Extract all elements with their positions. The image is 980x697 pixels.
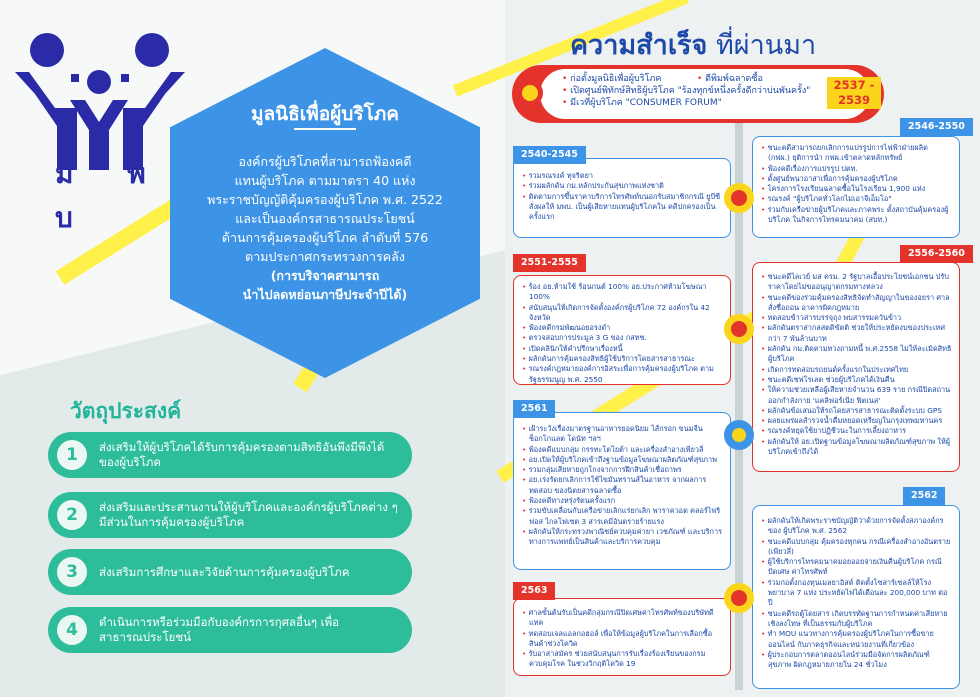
period-year-tag: 2546-2550 [900, 118, 973, 136]
period-item: • เฝ้าระวังเรื่องมาตรฐานอาหารยอดนิยม ไส้กรอก ขนมจีน ช็อกโกแลต โดนัท ฯลฯ [521, 424, 723, 445]
period-item: • ร่วมขับเคลื่อนกับเครือข่ายเลิกแร่ยกเลิก พาราควอต คลอร์ไพริฟอส ไกลโฟเซต 3 สารเคมีอันตรายร้ายแรง [521, 506, 723, 527]
timeline-dot-icon [724, 314, 754, 344]
period-item: • ผู้ใช้บริการโทรคมนาคมอยออยจ่ายเงินคืนผู้บริโภค กรณีปัดเศษ ค่าโทรศัพท์ [760, 557, 952, 578]
period-item: • รับอาสาสมัคร ช่วยสนับสนุนการรับเรื่องร้องเรียนของกรมควบคุมโรค ในช่วงวิกฤติโควิด 19 [521, 649, 723, 670]
objective-number: 1 [57, 440, 87, 470]
period-list [521, 171, 723, 222]
period-item: • ติดตามการขึ้นราคาบริการโทรศัพท์บนอกรับสมาชิกกรณี ยูบีซี สั่งผลให้ มพบ. เป็นผู้เสียหายแทนผู้บริโภคใน คดีปกครองเป็นครั้งแรก [521, 192, 723, 223]
objective-item [48, 492, 412, 538]
success-title-thin: ที่ผ่านมา [707, 30, 817, 61]
period-item: • ชนะคดีของร่วมคุ้มครองสิทธิจัดทำสัญญาในของอยรา ศาลสั่งชื่อถอน อาคารผิดกฎหมาย [760, 293, 952, 314]
period-item: • ชนะคดีสามารถยกเลิกการแปรรูปการไฟฟ้าฝ่ายผลิต (กฟผ.) ยุติการนำ กฟผ.เข้าตลาดหลักทรัพย์ [760, 143, 952, 164]
period-item: • ทำ MOU แนวทางการคุ้มครองผู้บริโภคในการซื้อขายออนไลน์ กับภาคธุรกิจและหน่วยงานที่เกี่ยวข้อง [760, 629, 952, 650]
period-year-tag: 2561 [513, 400, 555, 418]
objectives-title: วัตถุประสงค์ [70, 399, 182, 423]
period-item: • ชนะคดีรถตู้โดยสาร เกิดบรรทัดฐานการกำหนดค่าเสียหายเชิงลงโทษ ที่เป็นธรรมกับผู้บริโภค [760, 609, 952, 630]
founding-item: • มีเวทีผู้บริโภค "CONSUMER FORUM" [562, 97, 810, 109]
period-card [752, 136, 960, 238]
period-list [760, 516, 952, 670]
timeline-dot-icon [724, 183, 754, 213]
period-item: • ศาลขั้นต้นรับเป็นคดีกลุ่มกรณีปิดเศษค่าโทรศัพท์ของบริษัทดีแทค [521, 608, 723, 629]
period-item: • อย.เปิดให้ผู้บริโภคเข้าถึงฐานข้อมูลโฆษณาผลิตภัณฑ์สุขภาพ [521, 455, 723, 465]
donation-note: (การบริจาคสามารถ [270, 268, 380, 283]
period-card [752, 505, 960, 689]
period-item: • รวมกลุ่มเสียหายถูกโกงจากการฝึกสินค้าเชื่อถาพร [521, 465, 723, 475]
period-item: • ให้ความช่วยเหลือผู้เสียหายจำนวน 639 ราย กรณีปิดสถานออกกำลังกาย 'แคลิฟอร์เนีย ฟิตเนส' [760, 385, 952, 406]
foundation-info [176, 54, 474, 372]
period-card [513, 598, 731, 676]
period-item: • ชนะคดีไลเวย์ มส ครม. 2 รัฐบาลเอื้อประโยชน์เอกชน ปรับราคาโดยไม่ขออนุญาตกรมทางหลวง [760, 272, 952, 293]
period-card [513, 158, 731, 238]
objective-text: ดำเนินการหรือร่วมมือกับองค์กรการกุศลอื่นๆ เพื่อสาธารณประโยชน์ [99, 615, 340, 644]
foundation-title: มูลนิธิเพื่อผู้บริโภค [250, 103, 400, 125]
period-item: • ฟ้องคดีเรื่องการแปรรูป ปตท. [760, 164, 952, 174]
founding-list-right [697, 73, 763, 85]
period-year-tag: 2563 [513, 582, 555, 600]
period-year-tag: 2551-2555 [513, 254, 586, 272]
period-item: • ทดสอบเจลแอลกอฮอล์ เพื่อให้ข้อมูลผู้บริโภคในการเลือกซื้อ สินค้าช่วงโควิด [521, 629, 723, 650]
period-item: • ร่วมกับเครือข่ายผู้บริโภคและภาคพระ ตั้งสถาบันคุ้มครองผู้บริโภค ในกิจการโทรคมนาคม (สบท.) [760, 205, 952, 226]
period-item: • ผลักดันการคุ้มครองสิทธิผู้ใช้บริการโดยสารสาธารณะ [521, 354, 723, 364]
timeline-dot-icon [724, 420, 754, 450]
donation-note: นำไปลดหย่อนภาษีประจำปีได้) [242, 287, 408, 302]
period-year-tag: 2556-2560 [900, 245, 973, 263]
period-list [521, 608, 723, 670]
period-card [752, 262, 960, 472]
objective-text: ส่งเสริมการศึกษาและวิจัยด้านการคุ้มครองผู้บริโภค [99, 564, 350, 579]
period-year-tag: 2562 [903, 487, 945, 505]
period-card [513, 275, 731, 385]
period-list [760, 272, 952, 457]
description-line: องค์กรผู้บริโภคที่สามารถฟ้องคดี [238, 154, 412, 169]
objective-item [48, 432, 412, 478]
period-item: • ฟ้องคดีแบบกลุ่ม กรรทะโตโยต้า และเครื่องสำอางเพียวลี่ [521, 445, 723, 455]
period-item: • ฟ้องคดีกรมพัฒนอยอรงดำ [521, 323, 723, 333]
period-year-tag: 2540-2545 [513, 146, 586, 164]
objective-item [48, 549, 412, 595]
period-list [521, 282, 723, 385]
period-item: • ผู้ประกอบการตลาดออนไลน์ร่วมมือจัดการผลิตภัณฑ์สุขภาพ ผิดกฎหมายภายใน 24 ชั่วโมง [760, 650, 952, 671]
period-item: • ผลักดันให้เกิดพระราชบัญญัติว่าด้วยการจัดตั้งสภาองค์กรของ ผู้บริโภค พ.ศ. 2562 [760, 516, 952, 537]
period-item: • ผลักดัน กม.ติดตามทวงถามหนี้ พ.ศ.2558 ไม่ให้ละเมิดสิทธิผู้บริโภค [760, 344, 952, 365]
period-item: • เกิดการทดสอบรถยนต์ครั้งแรกในประเทศไทย [760, 365, 952, 375]
objective-text: ส่งเสริมให้ผู้บริโภคได้รับการคุ้มครองตามสิทธิอันพึงมีพึงได้ของผู้บริโภค [99, 440, 385, 469]
period-item: • โครงการโรงเรียนฉลาดซื้อในโรงเรียน 1,900 แห่ง [760, 184, 952, 194]
period-list [760, 143, 952, 225]
description-line: และเป็นองค์กรสาธารณประโยชน์ [235, 211, 415, 226]
objective-item [48, 607, 412, 653]
period-item: • ตรวจสอบการประมูล 3 G ของ กสทช. [521, 333, 723, 343]
period-item: • ร้อง อย.ห้ามใช้ ร้อนกนต์ 100% อย.ประกาศห้ามโฆษณา 100% [521, 282, 723, 303]
period-item: • ทดสอบข้าวสารบรรจุถุง พบสารรมควันข้าว [760, 313, 952, 323]
objective-number: 2 [57, 500, 87, 530]
description-line: พระราชบัญญัติคุ้มครองผู้บริโภค พ.ศ. 2522 [207, 192, 443, 207]
period-item: • ผลยแพร่ผลสำรวจน้ำดื่มหยอดเหรียญในกรุงเทพมหานคร [760, 416, 952, 426]
period-item: • ตั้งศูนย์พนาอาสาเพื่อการคุ้มครองผู้บริโภค [760, 174, 952, 184]
period-card [513, 412, 731, 570]
description-line: ตามประกาศกระทรวงการคลัง [245, 249, 405, 264]
description-line: ด้านการคุ้มครองผู้บริโภค ลำดับที่ 576 [221, 230, 429, 245]
timeline-dot-icon [517, 80, 543, 106]
period-item: • ผลักดันให้กระทรวงพาณิชย์ควบคุมค่ายา เวชภัณฑ์ และบริการ ทางการแพทย์เป็นสินค้าและบริการควบคุม [521, 527, 723, 548]
period-item: • ชนะคดีเชฟโรเลต ช่วยผู้บริโภคได้เงินคืน [760, 375, 952, 385]
founding-list [562, 73, 810, 109]
founding-year: 2537 - 2539 [827, 77, 881, 109]
description-line: แทนผู้บริโภค ตามมาตรา 40 แห่ง [234, 173, 416, 188]
objective-number: 3 [57, 557, 87, 587]
objective-number: 4 [57, 615, 87, 645]
period-list [521, 424, 723, 548]
period-item: • ร่วมก่อตั้งกองทุนเมลยาอิสต์ ติดตั้งโซล่าร์เซลล์ให้โรงพยาบาล 7 แห่ง ประหยัดไฟได้เดือนละ 200,000 บาท ต่อปี [760, 578, 952, 609]
period-item: • รณรงค์หยุดใช้ยาปฏิชีวนะในการเลี้ยงอาหาร [760, 426, 952, 436]
period-item: • อย.เร่งรัดยกเลิกการใช้ไขมันทรานส์ในอาหาร จากผลการทดสอบ ของนิตยสารฉลาดซื้อ [521, 475, 723, 496]
period-item: • รณรงค์กฎหมายองค์การอิสระเพื่อการคุ้มครองผู้บริโภค ตาม รัฐธรรมนูญ พ.ศ. 2550 [521, 364, 723, 385]
period-item: • สนับสนุนให้เกิดการจัดตั้งองค์กรผู้บริโภค 72 องค์กรใน 42 จังหวัด [521, 303, 723, 324]
period-item: • ผลักดันตราสากลสตดิขัตติ ช่วยให้ประหยัดงบของประเทศกว่า 7 พันล้านบาท [760, 323, 952, 344]
foundation-description [176, 152, 474, 304]
timeline-dot-icon [724, 583, 754, 613]
period-item: • ร่วมผลักดัน กม.หลักประกันสุขภาพแห่งชาติ [521, 181, 723, 191]
founding-item: • เปิดศูนย์พิทักษ์สิทธิผู้บริโภค "ร้องทุกข์หนึ่งครั้งดีกว่าบ่นพันครั้ง" [562, 85, 810, 97]
success-title-bold: ความสำเร็จ [570, 30, 708, 61]
period-item: • รวมรณรงค์ ทุจริตยา [521, 171, 723, 181]
success-title [570, 23, 816, 66]
period-item: • รณรงค์ "ผู้บริโภคทั่วโลกไม่เอาจีเอ็มโอ" [760, 194, 952, 204]
period-item: • ชนะคดีแบบกลุ่ม คุ้มครองทุกคน กรณีเครื่องสำอางอันตราย (เพียวลี่) [760, 537, 952, 558]
period-item: • ผลักดันข้อเสนอให้รถโดยสารสาธารณะติดตั้งระบบ GPS [760, 406, 952, 416]
objective-text: ส่งเสริมและประสานงานให้ผู้บริโภคและองค์กรผู้บริโภคต่าง ๆ มีส่วนในการคุ้มครองผู้บริโภค [99, 500, 398, 529]
founding-item: • ก่อตั้งมูลนิธิเพื่อผู้บริโภค [562, 73, 810, 85]
logo-text: ม พ บ [55, 157, 168, 234]
period-item: • ผลักดันให้ อย.เปิดฐานข้อมูลโฆษณาผลิตภัณฑ์สุขภาพ ให้ผู้บริโภคเข้าถึงได้ [760, 437, 952, 458]
founding-item: • ตีพิมพ์ฉลาดซื้อ [697, 73, 763, 85]
period-item: • ฟ้องคดีทางหรุ่งรัตนครั้งแรก [521, 496, 723, 506]
period-item: • เปิดคลินิกให้คำปรึกษาเรื่องหนี้ [521, 344, 723, 354]
title-divider [294, 128, 356, 130]
